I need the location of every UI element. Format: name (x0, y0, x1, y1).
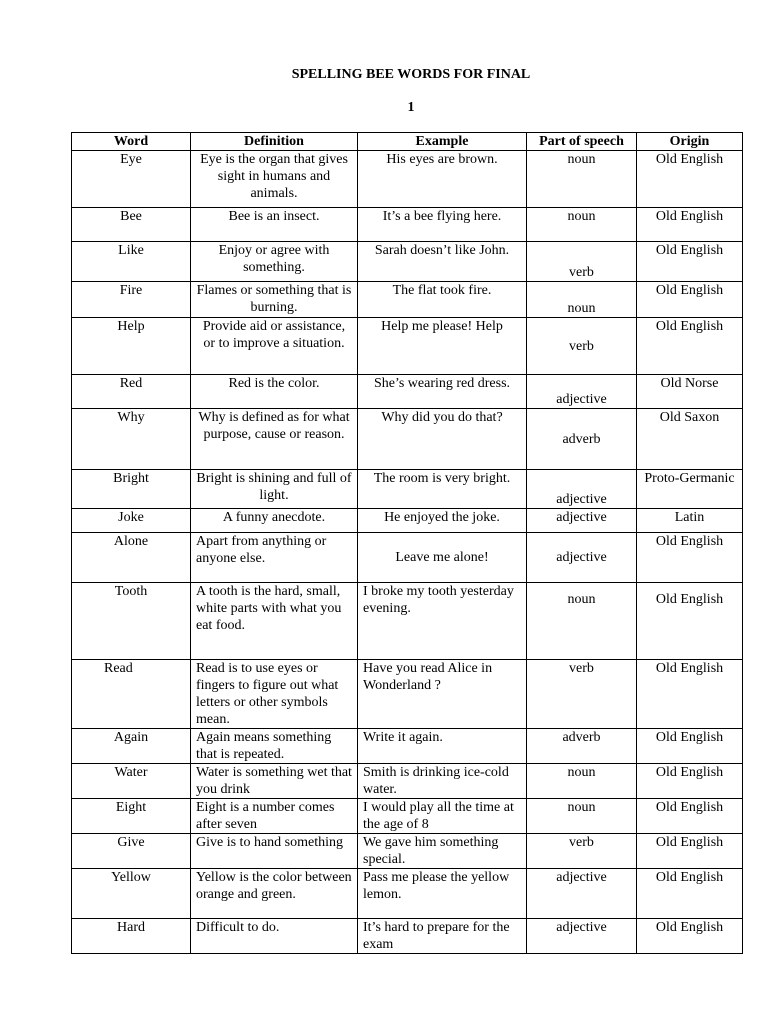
definition-cell: Bright is shining and full of light. (191, 470, 358, 509)
part-of-speech-cell: adjective (527, 869, 637, 919)
table-row (72, 919, 743, 954)
definition-cell: Enjoy or agree with something. (191, 242, 358, 282)
table-header-row (72, 133, 743, 151)
table-row (72, 208, 743, 242)
column-header-origin: Origin (637, 133, 743, 151)
definition-cell: Read is to use eyes or fingers to figure out what letters or other symbols mean. (191, 660, 358, 729)
part-of-speech-cell: noun (527, 282, 637, 318)
origin-cell: Old English (637, 919, 743, 954)
table-row (72, 318, 743, 375)
part-of-speech-cell: adjective (527, 509, 637, 533)
part-of-speech-cell: adverb (527, 729, 637, 764)
origin-cell: Latin (637, 509, 743, 533)
part-of-speech-cell: noun (527, 151, 637, 208)
origin-cell: Old English (637, 151, 743, 208)
word-cell: Eye (72, 151, 191, 208)
word-cell: Yellow (72, 869, 191, 919)
part-of-speech-cell: verb (527, 318, 637, 375)
table-row (72, 729, 743, 764)
table-row (72, 409, 743, 470)
column-header-part-of-speech: Part of speech (527, 133, 637, 151)
part-of-speech-cell: verb (527, 242, 637, 282)
column-header-word: Word (72, 133, 191, 151)
origin-cell: Old English (637, 242, 743, 282)
word-cell: Bee (72, 208, 191, 242)
word-cell: Hard (72, 919, 191, 954)
origin-cell: Old English (637, 318, 743, 375)
origin-cell: Old English (637, 208, 743, 242)
part-of-speech-cell: adjective (527, 470, 637, 509)
example-cell: We gave him something special. (358, 834, 527, 869)
word-cell: Like (72, 242, 191, 282)
page-title: SPELLING BEE WORDS FOR FINAL (291, 67, 531, 82)
part-of-speech-cell: verb (527, 834, 637, 869)
origin-cell: Old English (637, 799, 743, 834)
table-row (72, 509, 743, 533)
definition-cell: Red is the color. (191, 375, 358, 409)
column-header-example: Example (358, 133, 527, 151)
table-row (72, 470, 743, 509)
table-row (72, 834, 743, 869)
definition-cell: Why is defined as for what purpose, cause or reason. (191, 409, 358, 470)
example-cell: Sarah doesn’t like John. (358, 242, 527, 282)
part-of-speech-cell: noun (527, 799, 637, 834)
definition-cell: Again means something that is repeated. (191, 729, 358, 764)
origin-cell: Old English (637, 660, 743, 729)
table-row (72, 533, 743, 583)
example-cell: It’s hard to prepare for the exam (358, 919, 527, 954)
origin-cell: Old English (637, 869, 743, 919)
origin-cell: Old English (637, 583, 743, 660)
part-of-speech-cell: adjective (527, 919, 637, 954)
part-of-speech-cell: adjective (527, 533, 637, 583)
definition-cell: A funny anecdote. (191, 509, 358, 533)
page-number: 1 (407, 100, 415, 115)
definition-cell: Yellow is the color between orange and green. (191, 869, 358, 919)
word-cell: Eight (72, 799, 191, 834)
definition-cell: Apart from anything or anyone else. (191, 533, 358, 583)
definition-cell: Water is something wet that you drink (191, 764, 358, 799)
example-cell: The room is very bright. (358, 470, 527, 509)
origin-cell: Old English (637, 834, 743, 869)
origin-cell: Old English (637, 764, 743, 799)
definition-cell: Eight is a number comes after seven (191, 799, 358, 834)
table-row (72, 151, 743, 208)
example-cell: She’s wearing red dress. (358, 375, 527, 409)
word-cell: Why (72, 409, 191, 470)
example-cell: Help me please! Help (358, 318, 527, 375)
word-cell: Give (72, 834, 191, 869)
table-row (72, 764, 743, 799)
word-cell: Joke (72, 509, 191, 533)
table-row (72, 375, 743, 409)
example-cell: Leave me alone! (358, 533, 527, 583)
word-cell: Bright (72, 470, 191, 509)
definition-cell: Eye is the organ that gives sight in humans and animals. (191, 151, 358, 208)
origin-cell: Old Norse (637, 375, 743, 409)
spelling-words-table (71, 132, 743, 954)
word-cell: Read (72, 660, 191, 729)
word-cell: Red (72, 375, 191, 409)
example-cell: His eyes are brown. (358, 151, 527, 208)
part-of-speech-cell: verb (527, 660, 637, 729)
example-cell: Pass me please the yellow lemon. (358, 869, 527, 919)
example-cell: Why did you do that? (358, 409, 527, 470)
origin-cell: Old English (637, 729, 743, 764)
word-cell: Fire (72, 282, 191, 318)
example-cell: Smith is drinking ice-cold water. (358, 764, 527, 799)
example-cell: I broke my tooth yesterday evening. (358, 583, 527, 660)
part-of-speech-cell: noun (527, 764, 637, 799)
table-row (72, 799, 743, 834)
example-cell: I would play all the time at the age of 8 (358, 799, 527, 834)
origin-cell: Proto-Germanic (637, 470, 743, 509)
origin-cell: Old English (637, 282, 743, 318)
part-of-speech-cell: adverb (527, 409, 637, 470)
part-of-speech-cell: noun (527, 583, 637, 660)
example-cell: Have you read Alice in Wonderland ? (358, 660, 527, 729)
example-cell: It’s a bee flying here. (358, 208, 527, 242)
origin-cell: Old English (637, 533, 743, 583)
definition-cell: Provide aid or assistance, or to improve a situation. (191, 318, 358, 375)
origin-cell: Old Saxon (637, 409, 743, 470)
word-cell: Water (72, 764, 191, 799)
word-cell: Alone (72, 533, 191, 583)
definition-cell: Difficult to do. (191, 919, 358, 954)
table-row (72, 869, 743, 919)
definition-cell: Flames or something that is burning. (191, 282, 358, 318)
word-cell: Tooth (72, 583, 191, 660)
example-cell: Write it again. (358, 729, 527, 764)
table-row (72, 660, 743, 729)
part-of-speech-cell: noun (527, 208, 637, 242)
table-row (72, 583, 743, 660)
part-of-speech-cell: adjective (527, 375, 637, 409)
definition-cell: Bee is an insect. (191, 208, 358, 242)
table-row (72, 242, 743, 282)
word-cell: Help (72, 318, 191, 375)
example-cell: The flat took fire. (358, 282, 527, 318)
table-row (72, 282, 743, 318)
definition-cell: Give is to hand something (191, 834, 358, 869)
word-cell: Again (72, 729, 191, 764)
definition-cell: A tooth is the hard, small, white parts with what you eat food. (191, 583, 358, 660)
example-cell: He enjoyed the joke. (358, 509, 527, 533)
column-header-definition: Definition (191, 133, 358, 151)
